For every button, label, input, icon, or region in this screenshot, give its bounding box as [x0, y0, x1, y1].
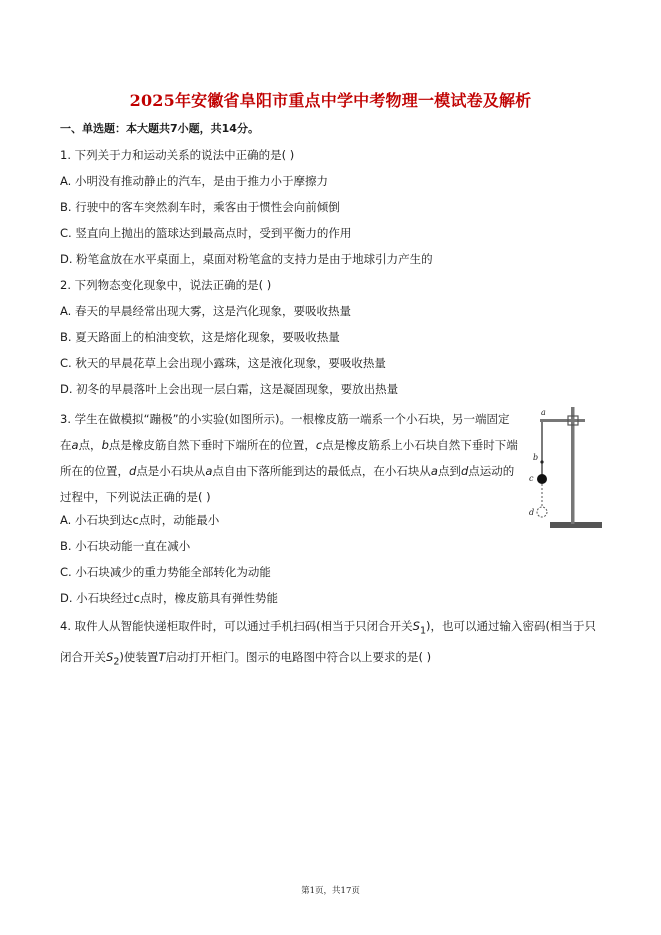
question-1-option-a: A. 小明没有推动静止的汽车，是由于推力小于摩擦力	[60, 174, 328, 188]
stone-at-d	[537, 507, 547, 517]
question-3-option-b: B. 小石块动能一直在减小	[60, 539, 191, 553]
question-1-stem: 1. 下列关于力和运动关系的说法中正确的是( )	[60, 148, 295, 162]
page-title: 2025年安徽省阜阳市重点中学中考物理一模试卷及解析	[129, 91, 532, 110]
question-2-option-c: C. 秋天的早晨花草上会出现小露珠，这是液化现象，要吸收热量	[60, 356, 386, 370]
label-b: b	[533, 453, 539, 462]
label-c: c	[529, 474, 534, 483]
label-a: a	[541, 408, 546, 417]
section-header: 一、单选题：本大题共7小题，共14分。	[60, 122, 259, 135]
question-1-option-b: B. 行驶中的客车突然刹车时，乘客由于惯性会向前倾倒	[60, 200, 340, 214]
question-3-option-c: C. 小石块减少的重力势能全部转化为动能	[60, 565, 271, 579]
page-footer: 第1页，共17页	[301, 886, 360, 896]
question-1-option-d: D. 粉笔盒放在水平桌面上，桌面对粉笔盒的支持力是由于地球引力产生的	[60, 252, 433, 266]
question-2-option-d: D. 初冬的早晨落叶上会出现一层白霜，这是凝固现象，要放出热量	[60, 382, 399, 396]
point-b-marker	[540, 460, 543, 463]
question-4-stem: 4. 取件人从智能快递柜取件时，可以通过手机扫码(相当于只闭合开关$S_1$)，也可以通过输入密码(相当于只闭合开关$S_2$)使装置T启动打开柜门。图示的电路图中符合以上要求的是( )	[60, 619, 597, 668]
question-2-stem: 2. 下列物态变化现象中，说法正确的是( )	[60, 278, 272, 292]
question-1-option-c: C. 竖直向上抛出的篮球达到最高点时，受到平衡力的作用	[60, 226, 352, 240]
label-d: d	[529, 508, 535, 517]
question-3-stem: 3. 学生在做模拟“蹦极”的小实验(如图所示)。一根橡皮筋一端系一个小石块，另一端固定在a点，b点是橡皮筋自然下垂时下端所在的位置，c点是橡皮筋系上小石块自然下垂时下端所在的位置，d点是小石块从a点自由下落所能到达的最低点，在小石块从a点到d点运动的过程中，下列说法正确的是( )	[60, 412, 518, 504]
stone-at-c	[537, 474, 547, 484]
question-3-option-a: A. 小石块到达c点时，动能最小	[60, 513, 220, 527]
question-2-option-b: B. 夏天路面上的柏油变软，这是熔化现象，要吸收热量	[60, 330, 340, 344]
stand-base	[550, 522, 602, 528]
bungee-experiment-figure	[520, 404, 605, 539]
question-3-option-d: D. 小石块经过c点时，橡皮筋具有弹性势能	[60, 591, 278, 605]
question-2-option-a: A. 春天的早晨经常出现大雾，这是汽化现象，要吸收热量	[60, 304, 351, 318]
